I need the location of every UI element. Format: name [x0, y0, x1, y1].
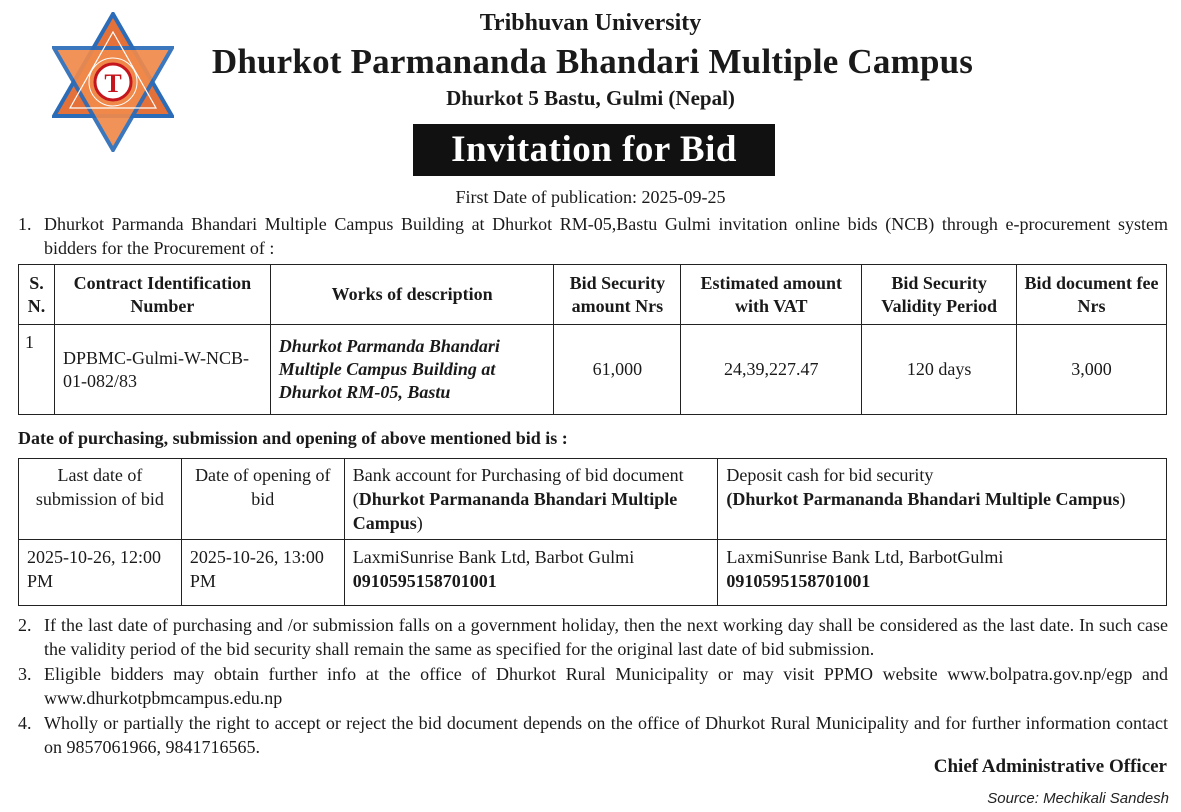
cell-estimated-amount: 24,39,227.47	[681, 325, 862, 415]
bank-name: LaxmiSunrise Bank Ltd, Barbot Gulmi	[352, 547, 635, 567]
notice-title: Invitation for Bid	[413, 124, 775, 176]
university-name: Tribhuvan University	[479, 10, 702, 36]
clause-text: Wholly or partially the right to accept or reject the bid document depends on the office of Dhurkot Rural Municipality and for further information contact on 9857061966, 9841716565.	[44, 713, 1168, 757]
deposit-header-prefix: Deposit cash for bid security	[726, 465, 934, 485]
publication-date: First Date of publication: 2025-09-25	[455, 187, 726, 207]
table-header-row	[19, 459, 1167, 540]
header-opening-date: Date of opening of bid	[181, 459, 344, 540]
clause-4	[18, 711, 1168, 759]
cell-contract-id: DPBMC-Gulmi-W-NCB-01-082/83	[54, 325, 270, 415]
clause-number: 3.	[18, 664, 32, 684]
bank-header-prefix: Bank account for Purchasing of bid document (	[352, 465, 684, 509]
bank-header-campus: Dhurkot Parmananda Bhandari Multiple Campus	[352, 489, 678, 533]
header-document-fee: Bid document fee Nrs	[1017, 265, 1167, 325]
campus-address: Dhurkot 5 Bastu, Gulmi (Nepal)	[446, 86, 735, 110]
clause-text: If the last date of purchasing and /or submission falls on a government holiday, then the next working day shall be considered as the last date. In such case the validity period of the bid security shall remain the same as specified for the original last date of bid submission.	[44, 615, 1168, 659]
cell-works-description: Dhurkot Parmanda Bhandari Multiple Campus Building at Dhurkot RM-05, Bastu	[270, 325, 554, 415]
header-contract-id: Contract Identification Number	[54, 265, 270, 325]
header-bank-account	[344, 459, 718, 540]
clause-number: 4.	[18, 713, 32, 733]
cell-opening-date: 2025-10-26, 13:00 PM	[181, 540, 344, 606]
header-submission-date: Last date of submission of bid	[19, 459, 182, 540]
table-row	[19, 325, 1167, 415]
cell-submission-date: 2025-10-26, 12:00 PM	[19, 540, 182, 606]
deposit-header-campus: Dhurkot Parmananda Bhandari Multiple Campus	[732, 489, 1120, 509]
clause-number: 2.	[18, 615, 32, 635]
cell-validity-period: 120 days	[862, 325, 1017, 415]
header-validity-period: Bid Security Validity Period	[862, 265, 1017, 325]
schedule-table	[18, 458, 1167, 606]
header-deposit-cash	[718, 459, 1167, 540]
svg-text:T: T	[104, 69, 122, 98]
campus-name: Dhurkot Parmananda Bhandari Multiple Campus	[211, 42, 974, 81]
header-bid-security: Bid Security amount Nrs	[554, 265, 681, 325]
clause-1	[18, 212, 1168, 260]
table-row	[19, 540, 1167, 606]
bank-account-number: 0910595158701001	[352, 571, 497, 591]
deposit-account-number: 0910595158701001	[726, 571, 871, 591]
deposit-header-open: (	[726, 489, 733, 509]
deposit-bank-name: LaxmiSunrise Bank Ltd, BarbotGulmi	[726, 547, 1004, 567]
cell-document-fee: 3,000	[1017, 325, 1167, 415]
header-estimated-amount: Estimated amount with VAT	[681, 265, 862, 325]
source-credit: Source: Mechikali Sandesh	[987, 790, 1169, 807]
signatory-title: Chief Administrative Officer	[933, 756, 1167, 777]
cell-sn: 1	[19, 325, 55, 415]
clause-3	[18, 662, 1168, 710]
cell-bid-security: 61,000	[554, 325, 681, 415]
clause-text: Eligible bidders may obtain further info at the office of Dhurkot Rural Municipality or may visit PPMO website www.bolpatra.gov.np/egp and www.dhurkotpbmcampus.edu.np	[44, 664, 1168, 708]
bank-header-suffix: )	[416, 513, 423, 533]
procurement-table	[18, 264, 1167, 415]
deposit-header-suffix: )	[1119, 489, 1126, 509]
clause-text: Dhurkot Parmanda Bhandari Multiple Campus Building at Dhurkot RM-05,Bastu Gulmi invitation online bids (NCB) through e-procurement system bidders for the Procurement of :	[44, 214, 1168, 258]
header-works-description: Works of description	[270, 265, 554, 325]
clause-2	[18, 613, 1168, 661]
cell-bank-account	[344, 540, 718, 606]
table-header-row	[19, 265, 1167, 325]
cell-deposit-cash	[718, 540, 1167, 606]
schedule-heading: Date of purchasing, submission and opening of above mentioned bid is :	[18, 428, 568, 448]
header-sn: S. N.	[19, 265, 55, 325]
clause-number: 1.	[18, 214, 32, 234]
